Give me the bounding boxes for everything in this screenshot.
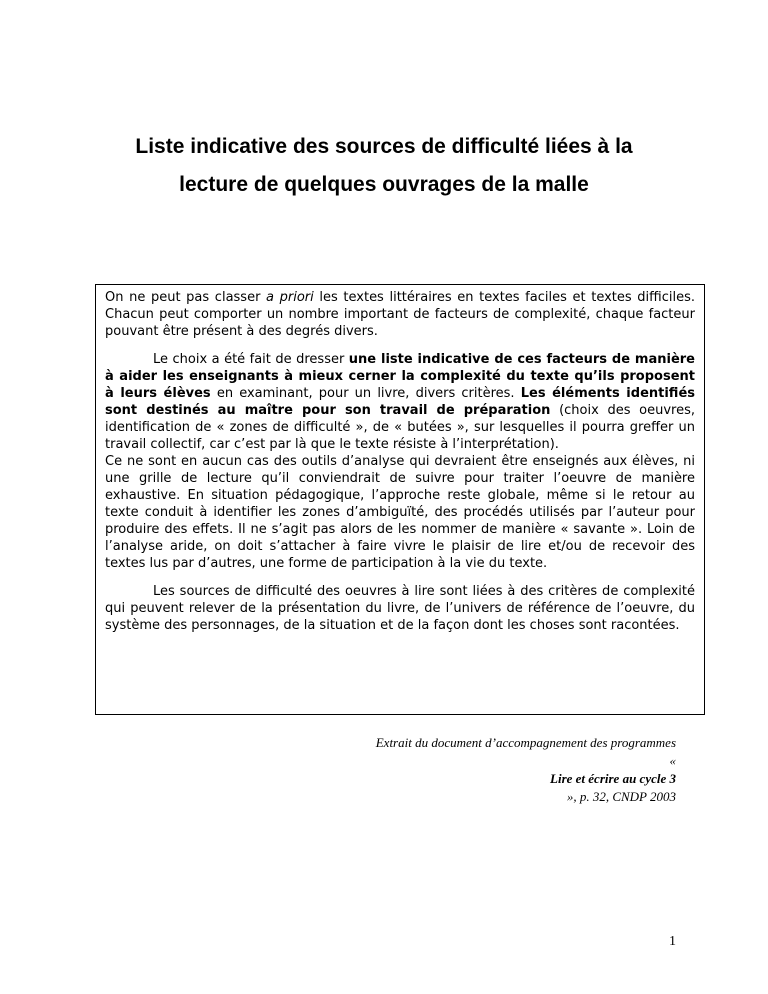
citation-line-2: [300, 752, 676, 806]
citation-bold-title: Lire et écrire au cycle 3: [550, 771, 676, 786]
source-citation: [300, 734, 676, 806]
p2-bold-1: une liste indicative de ces facteurs de manière à aider les enseignants à mieux cerner la complexité du texte qu’ils proposent à leurs élèves: [105, 352, 695, 401]
citation-open-quote: «: [669, 753, 676, 768]
page-number: 1: [669, 934, 676, 949]
p2-bold-2: Les éléments identifiés sont destinés au maître pour son travail de préparation: [105, 386, 696, 418]
page-title: [80, 128, 688, 204]
bordered-text-box: [95, 284, 705, 715]
paragraph-tools: Ce ne sont en aucun cas des outils d’analyse qui devraient être enseignés aux élèves, ni une grille de lecture qu’il conviendrait de suivre pour traiter l’oeuvre de manière exhaustive. En situation pédagogique, l’approche reste globale, même si le retour au texte conduit à identifier les zones d’ambiguïté, des procédés utilisés par l’auteur pour produire des effets. Il ne s’agit pas alors de les nommer de manière « savante ». Loin de l’analyse aride, on doit s’attacher à faire vivre le plaisir de lire et/ou de recevoir des textes lus par d’autres, une forme de participation à la vie du texte.: [105, 454, 695, 571]
p2-text-a: Le choix a été fait de dresser: [153, 352, 349, 367]
paragraph-sources: Les sources de difficulté des oeuvres à lire sont liées à des critères de complexité qui peuvent relever de la présentation du livre, de l’univers de référence de l’oeuvre, du système des personnages, de la situation et de la façon dont les choses sont racontées.: [105, 584, 695, 633]
citation-rest: », p. 32, CNDP 2003: [566, 789, 676, 804]
paragraph-intro: [105, 289, 695, 340]
p1-emphasis: a priori: [266, 290, 314, 305]
citation-line-1: Extrait du document d’accompagnement des programmes: [375, 735, 676, 750]
p1-text-b: les textes littéraires en textes faciles et textes difficiles. Chacun peut comporter un nombre important de facteurs de complexité, chaque facteur pouvant être présent à des degrés divers.: [105, 290, 695, 339]
paragraph-choice: [105, 351, 695, 453]
p1-text-a: On ne peut pas classer: [105, 290, 267, 305]
p2-text-b: en examinant, pour un livre, divers critères.: [210, 386, 521, 401]
title-line-2: lecture de quelques ouvrages de la malle: [179, 173, 589, 196]
p2-text-c: (choix des oeuvres, identification de « zones de difficulté », de « butées », sur lesquelles il pourra greffer un travail collectif, car c’est par là que le texte résiste à l’interprétation).: [105, 403, 696, 452]
title-line-1: Liste indicative des sources de difficulté liées à la: [135, 135, 633, 158]
